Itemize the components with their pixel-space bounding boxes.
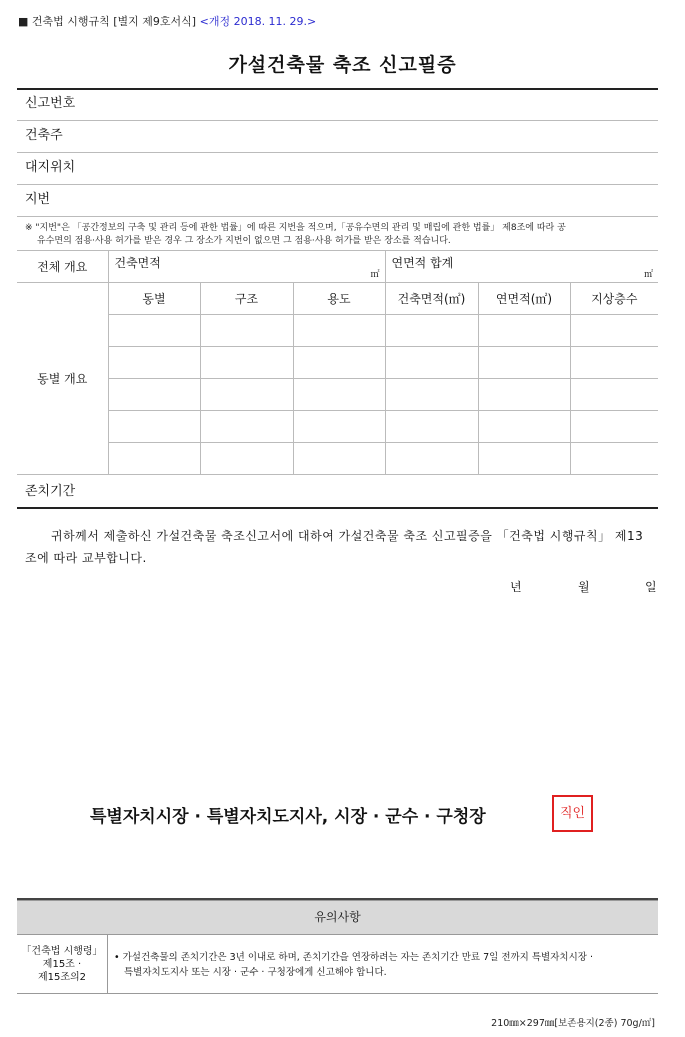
unit-label: ㎡ — [643, 270, 653, 280]
data-cell — [478, 347, 570, 379]
data-cell — [108, 379, 200, 411]
paper-spec: 210㎜×297㎜[보존용지(2종) 70g/㎡] — [491, 1018, 655, 1029]
note-line-1: ※ "지번"은 「공간정보의 구축 및 관리 등에 관한 법률」에 따른 지번을 적으며,「공유수면의 관리 및 매립에 관한 법률」 제8조에 따라 공 — [25, 223, 566, 233]
divider — [17, 120, 658, 121]
notes-section — [17, 898, 658, 994]
data-cell — [293, 379, 385, 411]
divider — [17, 88, 658, 90]
table-row — [17, 347, 658, 379]
divider — [17, 216, 658, 217]
notes-text-line: 특별자치도지사 또는 시장 · 군수 · 구청장에게 신고해야 합니다. — [124, 967, 387, 978]
table-row — [17, 443, 658, 475]
table-row — [17, 315, 658, 347]
divider — [17, 152, 658, 153]
data-cell — [570, 411, 658, 443]
building-overview-label: 동별 개요 — [17, 283, 108, 475]
data-cell — [570, 443, 658, 475]
data-cell — [385, 379, 478, 411]
data-cell — [200, 443, 293, 475]
overview-label: 전체 개요 — [17, 251, 108, 283]
issuance-statement: 귀하께서 제출하신 가설건축물 축조신고서에 대하여 가설건축물 축조 신고필증을 「건축법 시행규칙」 제13조에 따라 교부합니다. — [25, 529, 644, 565]
date-day: 일 — [645, 580, 657, 594]
lot-number-note — [25, 222, 655, 248]
total-floor-area-cell — [385, 251, 658, 283]
building-area-label: 건축면적 — [114, 256, 161, 270]
law-line: 「건축법 시행령」 — [21, 946, 103, 957]
data-cell — [108, 411, 200, 443]
revision-date: <개정 2018. 11. 29.> — [199, 15, 317, 28]
column-header: 용도 — [293, 283, 385, 315]
notes-row — [17, 934, 658, 994]
data-cell — [385, 411, 478, 443]
law-line: 제15조 · — [42, 959, 82, 970]
notes-text-line: • 가설건축물의 존치기간은 3년 이내로 하며, 존치기간을 연장하려는 자는 존치기간 만료 7일 전까지 특별자치시장 · — [114, 952, 593, 963]
page-title: 가설건축물 축조 신고필증 — [228, 54, 457, 76]
column-header: 구조 — [200, 283, 293, 315]
column-header: 연면적(㎡) — [478, 283, 570, 315]
data-cell — [108, 443, 200, 475]
data-cell — [108, 347, 200, 379]
notes-text — [108, 935, 658, 993]
divider — [17, 507, 658, 509]
building-overview-table — [17, 250, 658, 475]
site-location-label: 대지위치 — [25, 160, 76, 175]
form-header — [18, 13, 316, 29]
data-cell — [293, 411, 385, 443]
data-cell — [570, 347, 658, 379]
divider — [17, 184, 658, 185]
owner-label: 건축주 — [25, 128, 63, 143]
official-seal: 직인 — [552, 795, 593, 832]
data-cell — [385, 443, 478, 475]
data-cell — [478, 443, 570, 475]
data-cell — [385, 315, 478, 347]
column-header: 건축면적(㎡) — [385, 283, 478, 315]
data-cell — [478, 379, 570, 411]
data-cell — [570, 379, 658, 411]
unit-label: ㎡ — [370, 270, 380, 280]
total-floor-area-label: 연면적 합계 — [391, 256, 454, 270]
notes-law-reference — [17, 935, 108, 993]
form-reference: ■ 건축법 시행규칙 [별지 제9호서식] — [18, 15, 197, 28]
data-cell — [293, 443, 385, 475]
table-row — [17, 379, 658, 411]
report-number-label: 신고번호 — [25, 96, 76, 111]
lot-number-label: 지번 — [25, 192, 51, 207]
period-label: 존치기간 — [25, 484, 76, 499]
column-header: 동별 — [108, 283, 200, 315]
data-cell — [293, 315, 385, 347]
date-year: 년 — [510, 580, 522, 594]
data-cell — [478, 411, 570, 443]
data-cell — [293, 347, 385, 379]
data-cell — [385, 347, 478, 379]
issuer: 특별자치시장 · 특별자치도지사, 시장 · 군수 · 구청장 — [90, 807, 486, 827]
law-line: 제15조의2 — [37, 972, 87, 983]
building-area-cell — [108, 251, 385, 283]
table-row — [17, 411, 658, 443]
data-cell — [200, 411, 293, 443]
date-month: 월 — [578, 580, 590, 594]
column-header: 지상층수 — [570, 283, 658, 315]
data-cell — [200, 315, 293, 347]
data-cell — [200, 379, 293, 411]
note-line-2: 유수면의 점용·사용 허가를 받은 경우 그 장소가 지번이 없으면 그 점용·사용 허가를 받은 장소를 적습니다. — [37, 236, 451, 246]
notes-heading: 유의사항 — [17, 901, 658, 934]
data-cell — [200, 347, 293, 379]
data-cell — [570, 315, 658, 347]
data-cell — [478, 315, 570, 347]
data-cell — [108, 315, 200, 347]
